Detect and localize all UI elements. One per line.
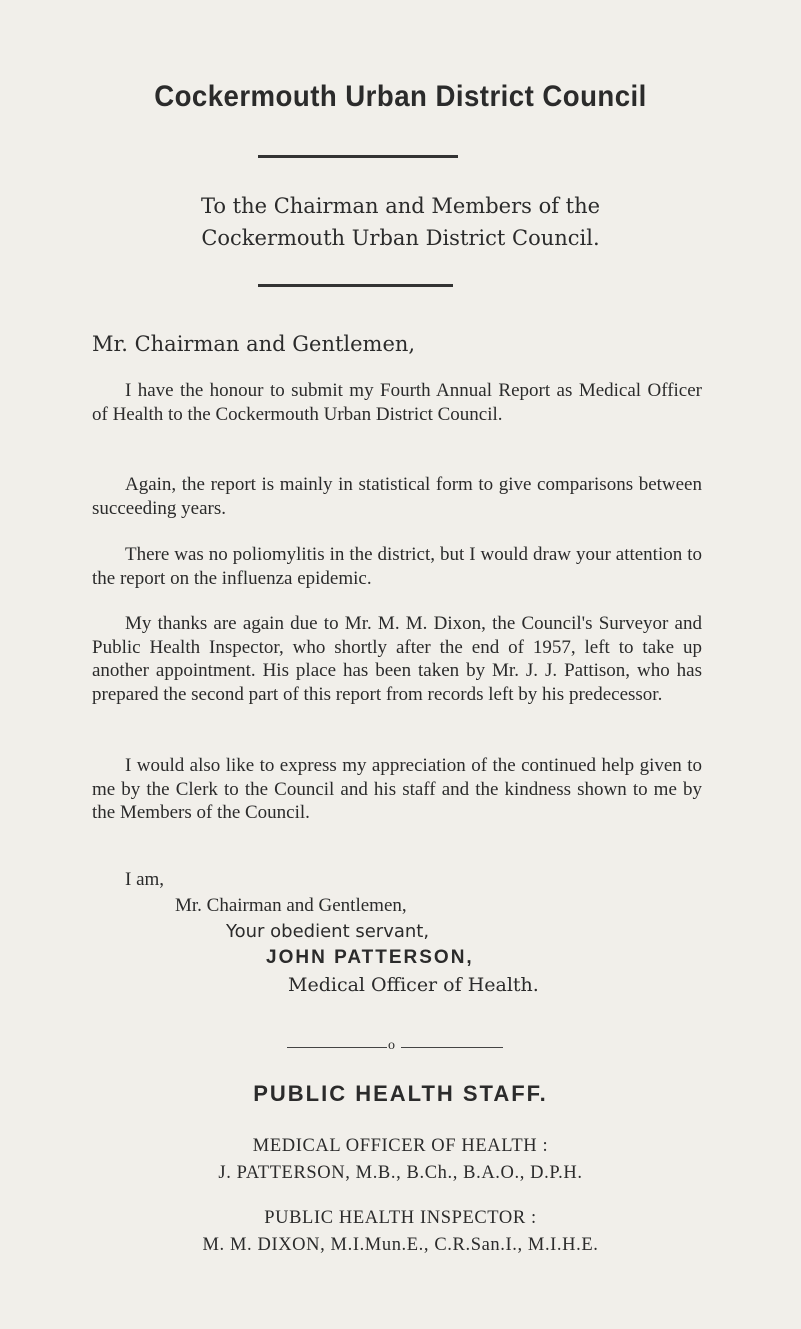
paragraph: There was no poliomylitis in the district, but I would draw your attention to the report on the influenza epidemic. bbox=[92, 544, 702, 589]
addressee-block bbox=[0, 190, 801, 254]
paragraph: Again, the report is mainly in statistical form to give comparisons between succeeding years. bbox=[92, 474, 702, 519]
addressee-rule bbox=[258, 284, 453, 287]
paragraph: I would also like to express my appreciation of the continued help given to me by the Clerk to the Council and his staff and the kindness shown to me by the Members of the Council. bbox=[92, 755, 702, 823]
staff-member-name: M. M. DIXON, M.I.Mun.E., C.R.San.I., M.I.H.E. bbox=[202, 1235, 599, 1255]
closing-line: Mr. Chairman and Gentlemen, bbox=[175, 895, 407, 916]
signatory-name: JOHN PATTERSON, bbox=[266, 947, 474, 968]
paragraph: I have the honour to submit my Fourth Annual Report as Medical Officer of Health to the Cockermouth Urban District Council. bbox=[92, 380, 702, 425]
staff-role-title: PUBLIC HEALTH INSPECTOR : bbox=[264, 1208, 537, 1228]
salutation: Mr. Chairman and Gentlemen, bbox=[92, 332, 416, 356]
closing-line: I am, bbox=[125, 869, 165, 890]
staff-role-title: MEDICAL OFFICER OF HEALTH : bbox=[252, 1136, 549, 1156]
section-divider bbox=[287, 1038, 503, 1058]
paragraph: My thanks are again due to Mr. M. M. Dixon, the Council's Surveyor and Public Health Inspector, who shortly after the end of 1957, left to take up another appointment. His place has been taken by Mr. J. J. Pattison, who has prepared the second part of this report from records left by his predecessor. bbox=[92, 613, 702, 705]
addressee-line: To the Chairman and Members of the bbox=[200, 194, 601, 218]
closing-line: Your obedient servant, bbox=[226, 921, 430, 942]
signatory-position: Medical Officer of Health. bbox=[288, 974, 539, 996]
divider-line bbox=[287, 1047, 387, 1048]
staff-heading: PUBLIC HEALTH STAFF. bbox=[253, 1081, 548, 1106]
council-title: Cockermouth Urban District Council bbox=[154, 80, 647, 113]
divider-mark: o bbox=[388, 1038, 395, 1053]
addressee-line: Cockermouth Urban District Council. bbox=[201, 226, 600, 250]
staff-member-name: J. PATTERSON, M.B., B.Ch., B.A.O., D.P.H. bbox=[218, 1163, 583, 1183]
divider-line bbox=[401, 1047, 503, 1048]
title-rule bbox=[258, 155, 458, 158]
